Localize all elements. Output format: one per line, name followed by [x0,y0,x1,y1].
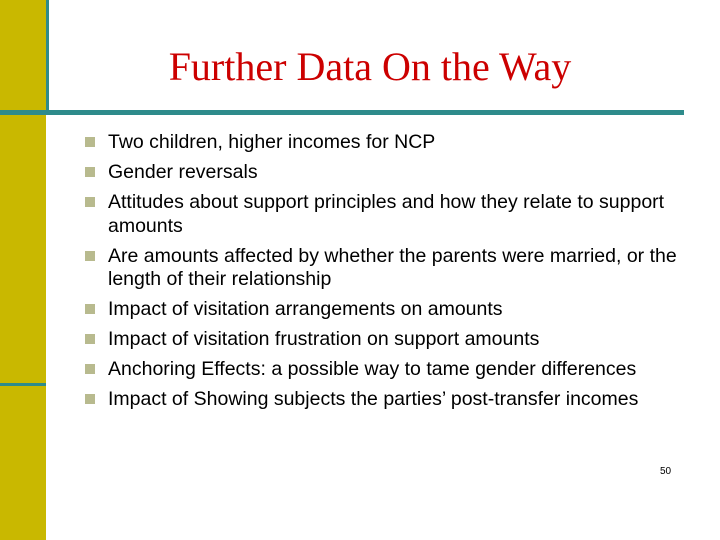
bullet-item [85,298,685,322]
bullet-text: Attitudes about support principles and how they relate to support amounts [108,191,665,237]
bullet-text: Gender reversals [108,161,258,183]
square-bullet-icon [85,334,95,344]
bullet-text: Two children, higher incomes for NCP [108,131,436,153]
square-bullet-icon [85,167,95,177]
left-bar-divider [0,383,46,386]
bullet-item [85,161,685,185]
square-bullet-icon [85,137,95,147]
square-bullet-icon [85,304,95,314]
page-number: 50 [660,466,672,477]
slide-title: Further Data On the Way [168,44,572,89]
vertical-accent-line [46,0,49,115]
bullet-item [85,191,685,238]
bullet-text: Impact of visitation arrangements on amounts [108,298,503,320]
square-bullet-icon [85,197,95,207]
bullet-text: Anchoring Effects: a possible way to tame gender differences [108,358,637,380]
bullet-item [85,245,685,292]
left-accent-bar [0,0,46,540]
bullet-item [85,358,685,382]
bullet-item [85,131,685,155]
horizontal-accent-line [0,110,684,115]
square-bullet-icon [85,364,95,374]
bullet-text: Are amounts affected by whether the parents were married, or the length of their relationship [108,244,677,290]
bullet-item [85,388,685,412]
square-bullet-icon [85,394,95,404]
square-bullet-icon [85,251,95,261]
bullet-text: Impact of visitation frustration on support amounts [108,328,540,350]
bullet-text: Impact of Showing subjects the parties’ post-transfer incomes [108,388,639,410]
bullet-list [85,131,685,418]
bullet-item [85,328,685,352]
